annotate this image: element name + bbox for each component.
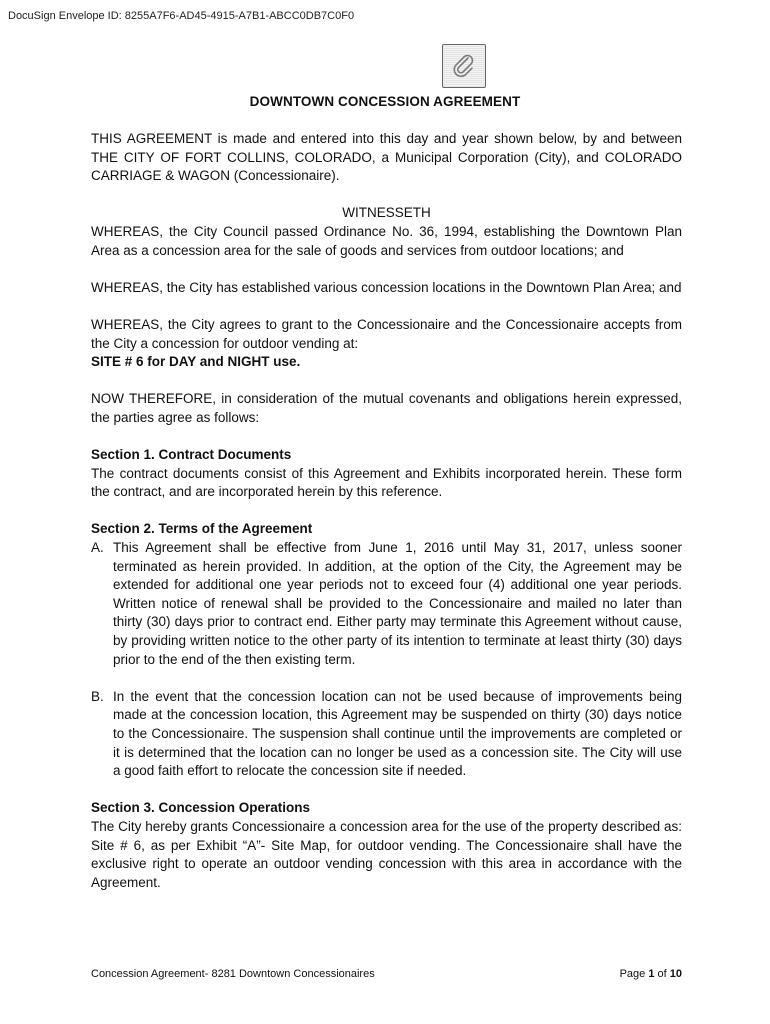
document-title: DOWNTOWN CONCESSION AGREEMENT — [249, 94, 521, 109]
current-page: 1 — [648, 968, 655, 980]
item-text: This Agreement shall be effective from June 1, 2016 until May 31, 2017, unless sooner terminated as herein provided. In addition, at the option of the City, the Agreement may be extended for additional one year periods not to exceed four (4) additional one year periods. Written notice of renewal shall be provided to the Concessionaire and mailed no later than thirty (30) days prior to contract end. Either party may terminate this Agreement without cause, by providing written notice to the other party of its intention to terminate at least thirty (30) days prior to the end of the then existing term. — [113, 540, 682, 667]
item-label: B. — [91, 688, 104, 704]
document-body — [91, 130, 682, 892]
total-pages: 10 — [669, 968, 682, 980]
section-1-heading: Section 1. Contract Documents — [91, 447, 292, 463]
witnesseth-heading: WITNESSETH — [342, 205, 431, 221]
attachment-button[interactable] — [442, 44, 486, 88]
whereas-paragraph-3: WHEREAS, the City agrees to grant to the Concessionaire and the Concessionaire accepts from the City a concession for outdoor vending at: — [91, 316, 682, 351]
now-therefore-paragraph: NOW THEREFORE, in consideration of the mutual covenants and obligations herein expressed, the parties agree as follows: — [91, 391, 682, 425]
item-text: In the event that the concession location can not be used because of improvements being made at the concession location, this Agreement may be suspended on thirty (30) days notice to the Concessionaire. The suspension shall continue until the improvements are completed or it is determined that the location can no longer be used as a concession site. The City will use a good faith effort to relocate the concession site if needed. — [113, 688, 682, 779]
section-2-item-a — [91, 539, 682, 669]
section-3-body: The City hereby grants Concessionaire a concession area for the use of the property described as: Site # 6, as per Exhibit “A”- Site Map, for outdoor vending. The Concessionaire shall have the exclusive right to operate an outdoor vending concession with this area in accordance with the Agreement. — [91, 818, 682, 890]
page-footer — [91, 968, 682, 980]
site-designation: SITE # 6 for DAY and NIGHT use. — [91, 354, 301, 370]
section-2-heading: Section 2. Terms of the Agreement — [91, 521, 313, 537]
envelope-id: DocuSign Envelope ID: 8255A7F6-AD45-4915-A7B1-ABCC0DB7C0F0 — [8, 10, 355, 22]
section-1-body: The contract documents consist of this Agreement and Exhibits incorporated herein. These form the contract, and are incorporated herein by this reference. — [91, 465, 682, 500]
item-label: A. — [91, 540, 104, 556]
footer-document-name: Concession Agreement- 8281 Downtown Concessionaires — [91, 968, 375, 980]
section-2-item-b — [91, 688, 682, 781]
whereas-paragraph-2: WHEREAS, the City has established various concession locations in the Downtown Plan Area; and — [91, 279, 682, 295]
whereas-paragraph-1: WHEREAS, the City Council passed Ordinance No. 36, 1994, establishing the Downtown Plan Area as a concession area for the sale of goods and services from outdoor locations; and — [91, 223, 682, 258]
paperclip-icon — [449, 51, 479, 81]
section-3-heading: Section 3. Concession Operations — [91, 800, 311, 816]
intro-paragraph: THIS AGREEMENT is made and entered into this day and year shown below, by and between THE CITY OF FORT COLLINS, COLORADO, a Municipal Corporation (City), and COLORADO CARRIAGE & WAGON (Concessionaire). — [91, 131, 682, 184]
page-number: Page 1 of 10 — [619, 968, 682, 980]
